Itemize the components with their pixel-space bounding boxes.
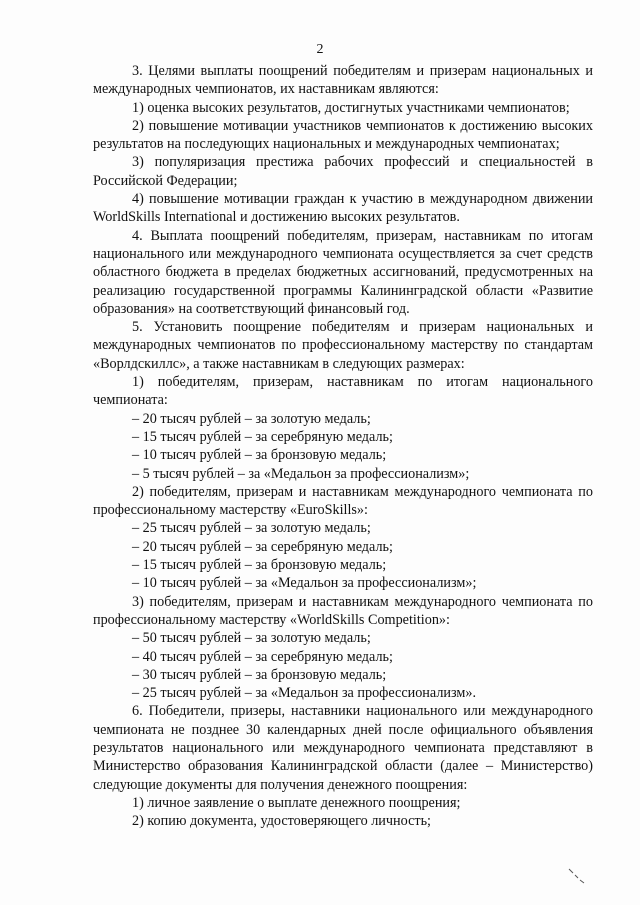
- page-number: 2: [316, 42, 324, 57]
- paragraph: 1) оценка высоких результатов, достигнутых участниками чемпионатов;: [132, 99, 570, 116]
- list-item: – 10 тысяч рублей – за бронзовую медаль;: [132, 447, 387, 464]
- paragraph: 1) личное заявление о выплате денежного поощрения;: [132, 794, 461, 811]
- paragraph: 4. Выплата поощрений победителям, призерам, наставникам по итогам национального или международного чемпионата осуществляется за счет средств областного бюджета в пределах бюджетных ассигнований, предусмотренных на реализацию государственной программы Калининградской области «Развитие образования» на соответствующий финансовый год.: [93, 227, 593, 317]
- list-item: – 20 тысяч рублей – за золотую медаль;: [132, 410, 371, 427]
- scan-mark: [567, 865, 587, 885]
- list-item: – 50 тысяч рублей – за золотую медаль;: [132, 630, 371, 647]
- paragraph: 2) победителям, призерам и наставникам международного чемпионата по профессиональному мастерству «EuroSkills»:: [93, 483, 593, 519]
- list-item: – 10 тысяч рублей – за «Медальон за профессионализм»;: [132, 575, 477, 592]
- paragraph: 3. Целями выплаты поощрений победителям и призерам национальных и международных чемпионатов, их наставникам являются:: [93, 63, 593, 98]
- list-item: – 25 тысяч рублей – за «Медальон за профессионализм».: [132, 685, 477, 702]
- paragraph: 2) копию документа, удостоверяющего личность;: [132, 813, 431, 830]
- document-body: [93, 62, 593, 830]
- list-item: – 20 тысяч рублей – за серебряную медаль;: [132, 538, 393, 555]
- paragraph: 6. Победители, призеры, наставники национального или международного чемпионата не позднее 30 календарных дней после официального объявления результатов национального или международного чемпионата представляют в Министерство образования Калининградской области (далее – Министерство) следующие документы для получения денежного поощрения:: [93, 703, 593, 793]
- paragraph: 1) победителям, призерам, наставникам по итогам национального чемпионата:: [93, 374, 593, 409]
- list-item: – 30 тысяч рублей – за бронзовую медаль;: [132, 666, 387, 683]
- paragraph: 3) победителям, призерам и наставникам международного чемпионата по профессиональному мастерству «WorldSkills Competition»:: [93, 593, 593, 628]
- list-item: – 5 тысяч рублей – за «Медальон за профессионализм»;: [132, 465, 470, 482]
- paragraph: 5. Установить поощрение победителям и призерам национальных и международных чемпионатов по профессиональному мастерству по стандартам «Ворлдскиллс», а также наставникам в следующих размерах:: [93, 319, 593, 372]
- paragraph: 4) повышение мотивации граждан к участию в международном движении WorldSkills International и достижению высоких результатов.: [93, 191, 593, 226]
- paragraph: 2) повышение мотивации участников чемпионатов к достижению высоких результатов на последующих национальных и международных чемпионатах;: [93, 117, 593, 153]
- list-item: – 15 тысяч рублей – за серебряную медаль;: [132, 428, 393, 445]
- list-item: – 25 тысяч рублей – за золотую медаль;: [132, 520, 371, 537]
- list-item: – 15 тысяч рублей – за бронзовую медаль;: [132, 557, 387, 574]
- list-item: – 40 тысяч рублей – за серебряную медаль;: [132, 648, 393, 665]
- paragraph: 3) популяризация престижа рабочих профессий и специальностей в Российской Федерации;: [93, 154, 593, 189]
